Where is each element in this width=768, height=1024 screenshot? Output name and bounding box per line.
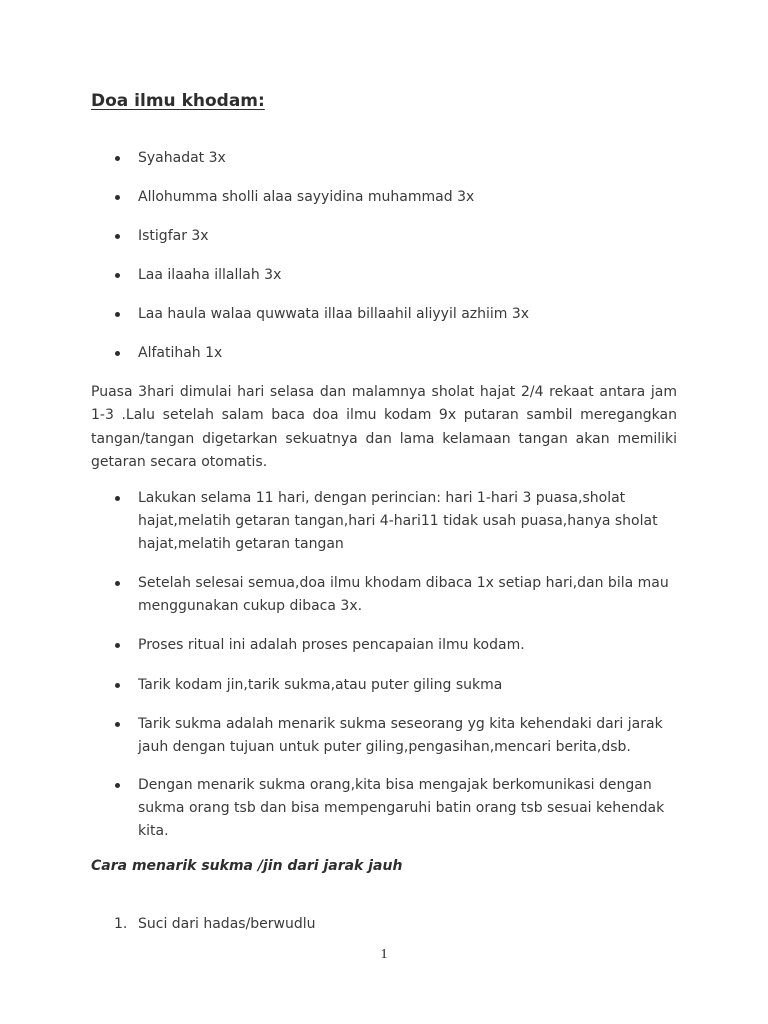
page-number: 1 [380, 947, 388, 962]
bullet-icon [115, 312, 120, 317]
bullet-icon [115, 783, 120, 788]
list-item [138, 572, 678, 618]
bullet-icon [115, 722, 120, 727]
bullet-icon [115, 581, 120, 586]
numbered-item [114, 913, 316, 936]
list-item-text: Setelah selesai semua,doa ilmu khodam dibaca 1x setiap hari,dan bila mau menggunakan cukup dibaca 3x. [138, 575, 669, 614]
bullet-icon [115, 643, 120, 648]
list-item-text: Laa haula walaa quwwata illaa billaahil aliyyil azhiim 3x [138, 306, 530, 322]
list-number: 1. [114, 916, 128, 932]
list-item [138, 487, 678, 556]
list-item-text: Proses ritual ini adalah proses pencapaian ilmu kodam. [138, 637, 525, 653]
list-item-text: Istigfar 3x [138, 228, 209, 244]
bullet-icon [115, 234, 120, 239]
list-item-text: Tarik sukma adalah menarik sukma seseorang yg kita kehendaki dari jarak jauh dengan tujuan untuk puter giling,pengasihan,mencari berita,dsb. [138, 716, 663, 755]
list-item [138, 342, 678, 365]
list-item [138, 264, 678, 287]
numbered-item-text: Suci dari hadas/berwudlu [138, 916, 316, 932]
list-item [138, 774, 678, 843]
list-item-text: Dengan menarik sukma orang,kita bisa mengajak berkomunikasi dengan sukma orang tsb dan bisa mempengaruhi batin orang tsb sesuai kehendak kita. [138, 777, 665, 839]
bullet-icon [115, 496, 120, 501]
list-item-text: Alfatihah 1x [138, 345, 223, 361]
list-item-text: Syahadat 3x [138, 150, 226, 166]
list-item-text: Laa ilaaha illallah 3x [138, 267, 282, 283]
list-item [138, 634, 678, 657]
list-item-text: Tarik kodam jin,tarik sukma,atau puter giling sukma [138, 677, 503, 693]
list-item [138, 186, 678, 209]
list-item [138, 674, 678, 697]
bullet-icon [115, 683, 120, 688]
bullet-icon [115, 195, 120, 200]
bullet-icon [115, 273, 120, 278]
list-item-text: Lakukan selama 11 hari, dengan perincian: hari 1-hari 3 puasa,sholat hajat,melatih getaran tangan,hari 4-hari11 tidak usah puasa,hanya sholat hajat,melatih getaran tangan [138, 490, 658, 552]
list-item [138, 303, 678, 326]
bullet-icon [115, 156, 120, 161]
document-title: Doa ilmu khodam: [91, 91, 265, 111]
body-paragraph: Puasa 3hari dimulai hari selasa dan malamnya sholat hajat 2/4 rekaat antara jam 1-3 .Lalu setelah salam baca doa ilmu kodam 9x putaran sambil meregangkan tangan/tangan digetarkan sekuatnya dan lama kelamaan tangan akan memiliki getaran secara otomatis. [91, 384, 677, 470]
section-heading: Cara menarik sukma /jin dari jarak jauh [91, 858, 403, 874]
list-item [138, 713, 678, 759]
list-item-text: Allohumma sholli alaa sayyidina muhammad 3x [138, 189, 475, 205]
list-item [138, 225, 678, 248]
list-item [138, 147, 678, 170]
bullet-icon [115, 351, 120, 356]
